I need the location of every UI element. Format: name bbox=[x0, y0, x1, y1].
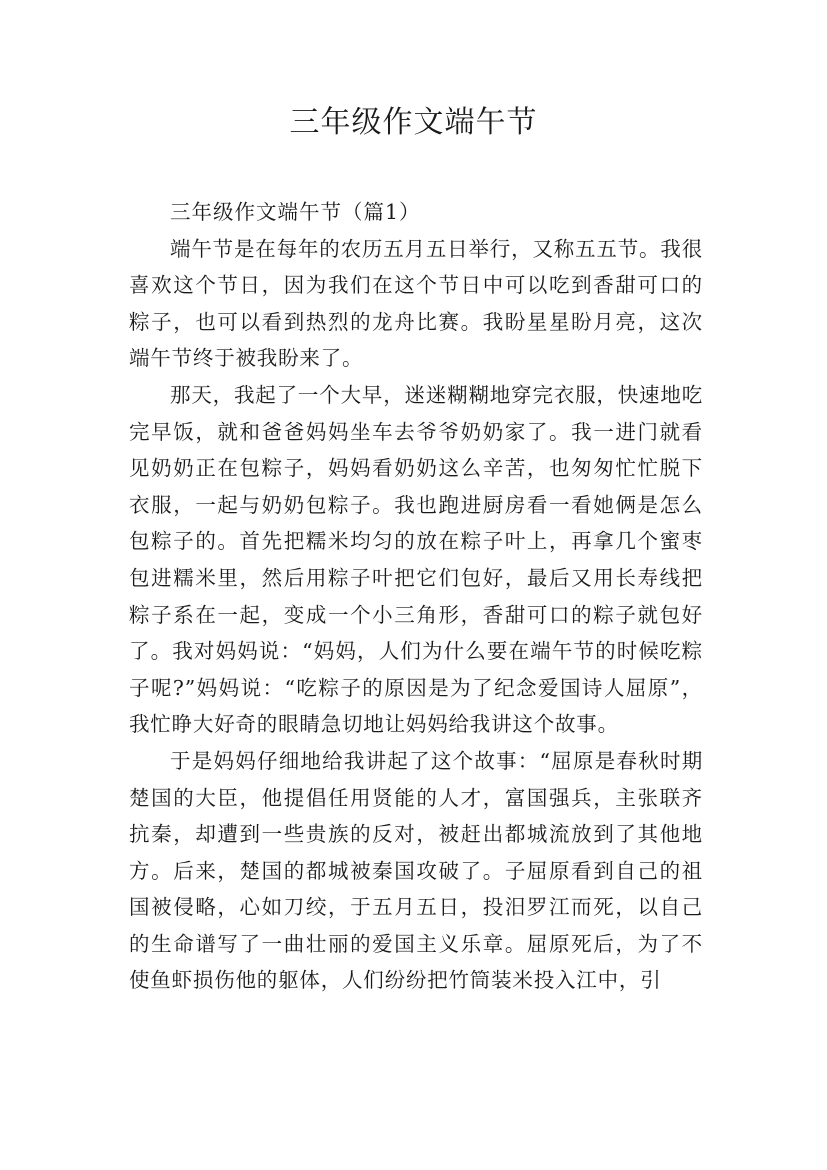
paragraph-3: 于是妈妈仔细地给我讲起了这个故事：“屈原是春秋时期楚国的大臣，他提倡任用贤能的人才，富国强兵，主张联齐抗秦，却遭到一些贵族的反对，被赶出都城流放到了其他地方。后来，楚国的都城被秦国攻破了。子屈原看到自己的祖国被侵略，心如刀绞，于五月五日，投汨罗江而死，以自己的生命谱写了一曲壮丽的爱国主义乐章。屈原死后，为了不使鱼虾损伤他的躯体，人们纷纷把竹筒装米投入江中，引 bbox=[129, 748, 703, 993]
section-heading: 三年级作文端午节（篇1） bbox=[170, 200, 421, 224]
paragraph-2: 那天，我起了一个大早，迷迷糊糊地穿完衣服，快速地吃完早饭，就和爸爸妈妈坐车去爷爷奶奶家了。我一进门就看见奶奶正在包粽子，妈妈看奶奶这么辛苦，也匆匆忙忙脱下衣服，一起与奶奶包粽子。我也跑进厨房看一看她俩是怎么包粽子的。首先把糯米均匀的放在粽子叶上，再拿几个蜜枣包进糯米里，然后用粽子叶把它们包好，最后又用长寿线把粽子系在一起，变成一个小三角形，香甜可口的粽子就包好了。我对妈妈说：“妈妈，人们为什么要在端午节的时候吃粽子呢?”妈妈说：“吃粽子的原因是为了纪念爱国诗人屈原”，我忙睁大好奇的眼睛急切地让妈妈给我讲这个故事。 bbox=[129, 382, 703, 737]
document-body bbox=[129, 194, 703, 999]
document-title: 三年级作文端午节 bbox=[289, 105, 538, 140]
paragraph-1: 端午节是在每年的农历五月五日举行，又称五五节。我很喜欢这个节日，因为我们在这个节日中可以吃到香甜可口的粽子，也可以看到热烈的龙舟比赛。我盼星星盼月亮，这次端午节终于被我盼来了。 bbox=[129, 236, 703, 371]
